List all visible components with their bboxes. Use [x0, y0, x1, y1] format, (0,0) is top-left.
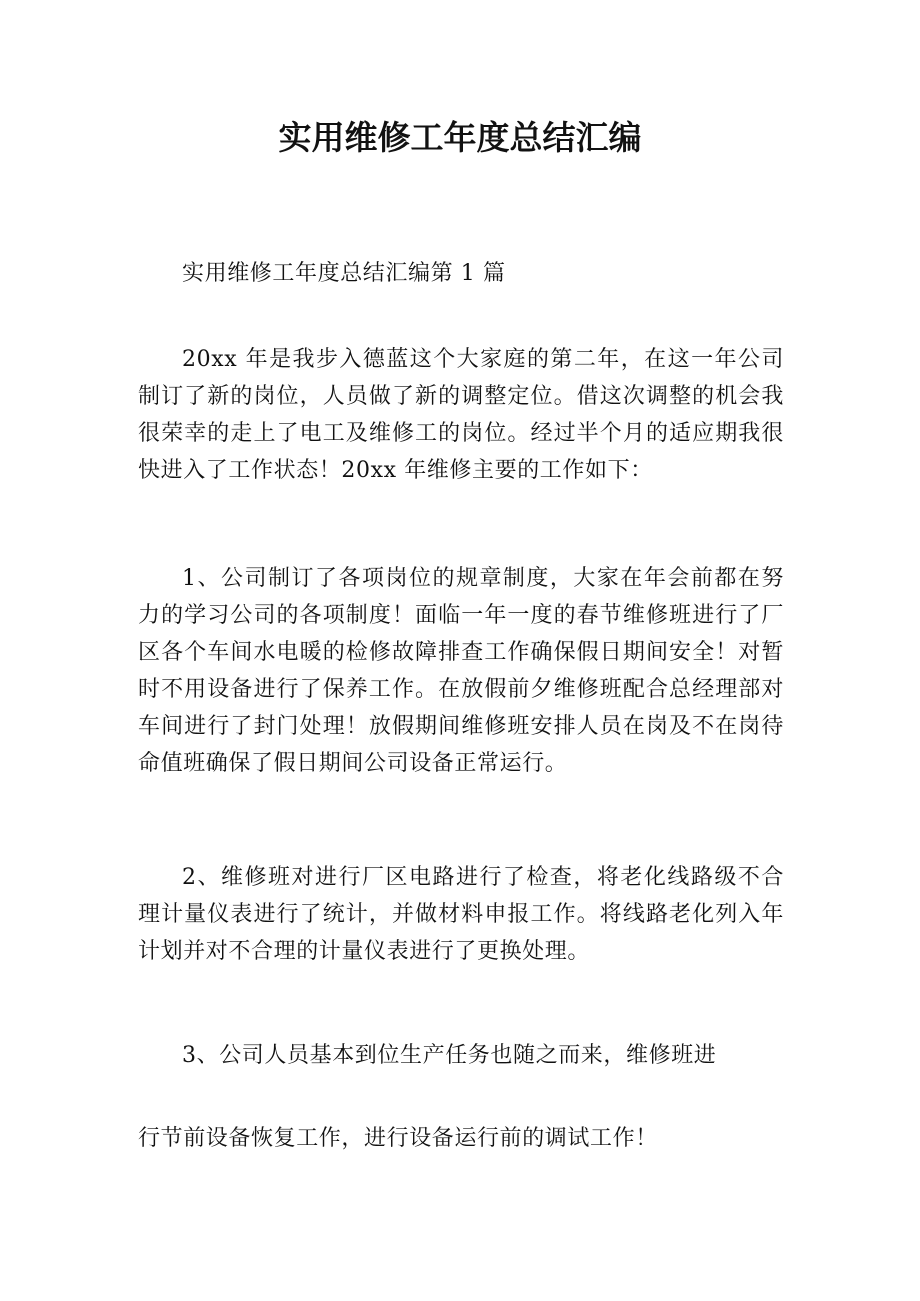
- paragraph-item-1: 1、公司制订了各项岗位的规章制度，大家在年会前都在努力的学习公司的各项制度！面临一年一度的春节维修班进行了厂区各个车间水电暖的检修故障排查工作确保假日期间安全！对暂时不用设备进行了保养工作。在放假前夕维修班配合总经理部对车间进行了封门处理！放假期间维修班安排人员在岗及不在岗待命值班确保了假日期间公司设备正常运行。: [138, 566, 784, 776]
- paragraph-intro: 20xx 年是我步入德蓝这个大家庭的第二年，在这一年公司制订了新的岗位，人员做了新的调整定位。借这次调整的机会我很荣幸的走上了电工及维修工的岗位。经过半个月的适应期我很快进入了工作状态！20xx 年维修主要的工作如下：: [138, 347, 784, 483]
- paragraph-item-3: 3、公司人员基本到位生产任务也随之而来，维修班进: [182, 1043, 717, 1068]
- paragraph-item-2: 2、维修班对进行厂区电路进行了检查，将老化线路级不合理计量仪表进行了统计，并做材料申报工作。将线路老化列入年计划并对不合理的计量仪表进行了更换处理。: [138, 865, 784, 964]
- paragraph-item-3-continued: 行节前设备恢复工作，进行设备运行前的调试工作！: [138, 1126, 658, 1151]
- section-heading: 实用维修工年度总结汇编第 1 篇: [182, 261, 506, 286]
- document-title: 实用维修工年度总结汇编: [278, 118, 642, 157]
